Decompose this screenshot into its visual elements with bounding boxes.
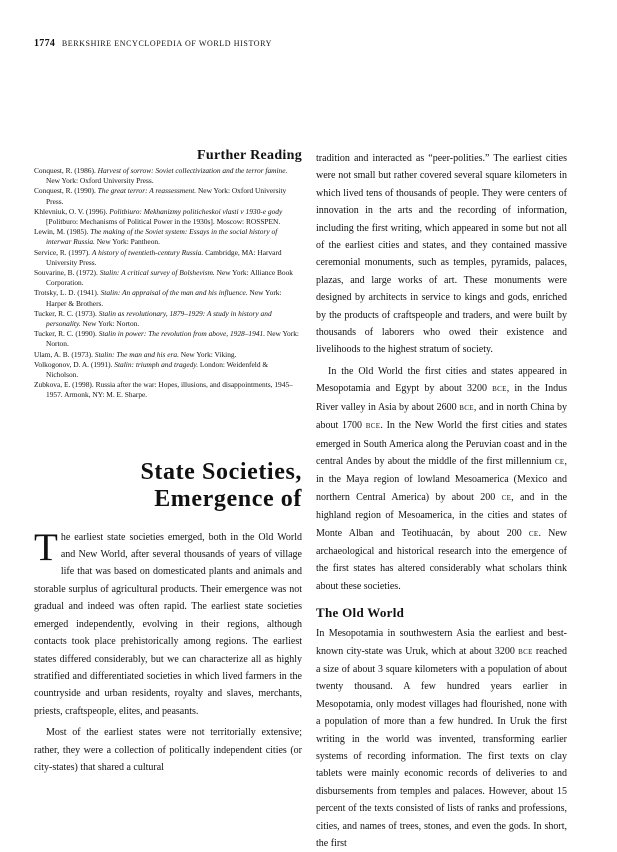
ref-publisher: New York: Norton.	[46, 329, 299, 349]
left-column	[34, 148, 302, 776]
ref-author: Conquest, R. (1986).	[34, 166, 98, 175]
ref-title: The making of the Soviet system: Essays in the social history of interwar Russia.	[46, 227, 278, 247]
reference-entry	[34, 166, 302, 186]
reference-entry	[34, 360, 302, 380]
ref-author: Ulam, A. B. (1973).	[34, 349, 95, 359]
right-column	[316, 150, 567, 852]
paragraph-4	[316, 625, 567, 852]
ref-author: Tucker, R. C. (1973).	[34, 308, 99, 318]
reference-entry	[34, 248, 302, 268]
text-run: . In the New World the first cities and states emerged in South America along the Peruvian coast and in the central Andes by about the middle of the first millennium	[316, 420, 567, 467]
ref-title: Stalin: A critical survey of Bolshevism.	[99, 268, 215, 278]
ref-publisher: New York: Norton.	[80, 319, 140, 329]
era-label: BCE	[492, 385, 507, 394]
ref-publisher: New York: Alliance Book Corporation.	[46, 268, 293, 288]
drop-cap: T	[34, 525, 58, 569]
ref-publisher: New York: Pantheon.	[94, 237, 160, 247]
paragraph-intro	[34, 525, 302, 720]
paragraph-2: Most of the earliest states were not territorially extensive; rather, they were a collection of politically independent cities (or city-states) that shared a cultural	[34, 727, 302, 773]
ref-author: Service, R. (1997).	[34, 247, 92, 257]
ref-title: Stalin: The man and his era.	[94, 349, 179, 359]
running-head	[34, 38, 272, 49]
reference-entry	[34, 268, 302, 288]
text-run: , and in north China by about 1700	[316, 401, 567, 432]
ref-author: Conquest, R. (1990).	[34, 186, 98, 196]
ref-publisher: New York: Oxford University Press.	[46, 186, 287, 206]
text-run: . New archaeological and historical research into the emergence of the first states has altered considerably what scholars think about these societies.	[316, 527, 567, 592]
ref-author: Tucker, R. C. (1990).	[34, 329, 99, 339]
ref-author: Zubkova, E. (1998). Russia after the war: Hopes, illusions, and disappointments, 1945–1957. Armonk, NY: M. E. Sharpe.	[34, 380, 293, 400]
ref-author: Khlevniuk, O. V. (1996).	[34, 206, 110, 216]
ref-author: Souvarine, B. (1972).	[34, 268, 100, 278]
reference-entry	[34, 227, 302, 247]
text-run: , in the Maya region of lowland Mesoamerica (Mexico and northern Central America) by about 200	[316, 455, 567, 503]
ref-title: The great terror: A reassessment.	[97, 186, 197, 196]
reference-entry	[34, 309, 302, 329]
reference-entry	[34, 380, 302, 400]
ref-author: Lewin, M. (1985).	[34, 227, 91, 237]
reference-entry	[34, 350, 302, 360]
page-number: 1774	[34, 38, 56, 49]
ref-publisher: New York: Viking.	[178, 349, 237, 359]
reference-entry	[34, 186, 302, 206]
ref-title: Stalin as revolutionary, 1879–1929: A study in history and personality.	[46, 308, 272, 329]
article-title	[34, 459, 302, 513]
ref-title: Stalin: An appraisal of the man and his influence.	[100, 288, 248, 298]
paragraph-intro-text: he earliest state societies emerged, both in the Old World and New World, after several thousands of years of village life that was based on domesticated plants and animals and storable surplus of agricultural products. Their emergence was not gradual and indeed was often rapid. The earliest state societies emerged independently, evolving in their regions, although contacts took place prehistorically among regions. The earliest states differed considerably, but we can characterize all as highly stratified and differentiated societies in which lived farmers in the countryside and urban residents, royalty and slaves, merchants, priests, craftspeople, elites, and peasants.	[34, 531, 302, 717]
running-title: BERKSHIRE ENCYCLOPEDIA OF WORLD HISTORY	[61, 39, 273, 48]
ref-title: Stalin: triumph and tragedy.	[114, 359, 199, 369]
ref-author: Trotsky, L. D. (1941).	[34, 288, 101, 298]
ref-publisher: Cambridge, MA: Harvard University Press.	[46, 247, 282, 267]
text-run: , in the Indus River valley in Asia by about 2600	[316, 383, 567, 413]
ref-publisher: London: Weidenfeld & Nicholson.	[46, 359, 269, 380]
text-run: In the Old World the first cities and states appeared in Mesopotamia and Egypt by about 3200	[316, 365, 567, 395]
ref-publisher: [Politburo: Mechanisms of Political Power in the 1930s]. Moscow: ROSSPEN.	[46, 217, 281, 227]
text-run: , and in the highland region of Mesoamerica, in the cities and states of Monte Alban and Teotihuacán, by about 200	[316, 491, 568, 539]
ref-publisher: New York: Oxford University Press.	[46, 176, 154, 186]
left-body	[34, 525, 302, 777]
era-label: CE	[501, 493, 512, 502]
era-label: CE	[528, 529, 539, 538]
era-label: BCE	[459, 403, 474, 412]
paragraph-3	[316, 363, 567, 595]
article-title-line-1: State Societies,	[140, 458, 302, 485]
ref-title: Politbiuro: Mekhanizmy politicheskoi vlasti v 1930-e gody	[109, 206, 283, 216]
article-title-line-2: Emergence of	[154, 485, 302, 512]
ref-title: Harvest of sorrow: Soviet collectivization and the terror famine.	[97, 166, 288, 175]
text-run: In Mesopotamia in southwestern Asia the earliest and best-known city-state was Uruk, which at about 3200	[316, 628, 567, 657]
ref-title: A history of twentieth-century Russia.	[91, 247, 204, 257]
ref-author: Volkogonov, D. A. (1991).	[34, 359, 115, 369]
reference-entry	[34, 329, 302, 349]
ref-title: Stalin in power: The revolution from above, 1928–1941.	[98, 329, 266, 339]
text-run: reached a size of about 3 square kilometers with a population of about twenty thousand. A few hundred years earlier in Mesopotamia, only modest villages had flourished, none with a population of more than a few hundred. In Uruk the first writing in the world was invented, transforming earlier systems of recording information. The first texts on clay tablets were mainly economic records of deliveries to and disbursements from temples and palaces. However, about 15 percent of the texts consisted of lists of ranks and professions, cities, and names of trees, stones, and even the gods. In short, the first	[316, 645, 567, 850]
further-reading-heading: Further Reading	[197, 148, 302, 163]
ref-publisher: New York: Harper & Brothers.	[46, 288, 282, 308]
era-label: BCE	[518, 647, 533, 656]
era-label: CE	[554, 457, 565, 466]
paragraph-2-continued: tradition and interacted as “peer-polities.” The earliest cities were not small but rather covered several square kilometers in which lived tens of thousands of people. They were centers of innovation in the arts and the recording of information, including the first writing, which appeared in some but not all of the earliest cities and states, and they contained massive ceremonial monuments, such as temples, pyramids, palaces, plazas, and large works of art. These monuments were designed by architects in service to kings and gods, enriched by the products of craftspeople and traders, and were built by thousands of laborers who owed their existence and livelihoods to the highest stratum of society.	[316, 153, 567, 356]
section-heading-old-world: The Old World	[316, 605, 405, 621]
further-reading-list	[34, 166, 302, 401]
era-label: BCE	[365, 422, 381, 431]
reference-entry	[34, 288, 302, 308]
reference-entry	[34, 207, 302, 227]
